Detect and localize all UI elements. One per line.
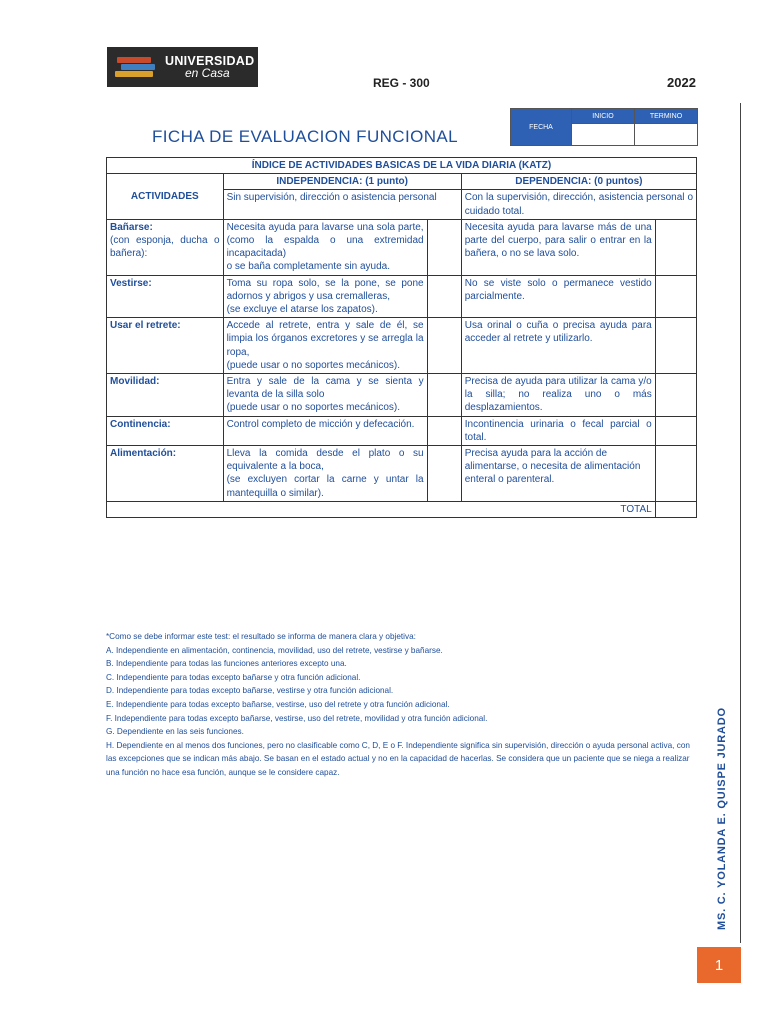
table-row	[107, 219, 697, 275]
activity-label: Vestirse:	[110, 277, 152, 289]
total-label: TOTAL	[107, 501, 656, 517]
author-side-label: MS. C. YOLANDA E. QUISPE JURADO	[716, 707, 728, 930]
dependent-score-field[interactable]	[655, 446, 696, 502]
activity-cell	[107, 318, 224, 374]
dependent-text: No se viste solo o permanece vestido parcialmente.	[464, 277, 652, 302]
activity-cell	[107, 275, 224, 318]
table-row	[107, 318, 697, 374]
note-line: H. Dependiente en al menos dos funciones, pero no clasificable como C, D, E o F. Independiente significa sin supervisión, dirección o ayuda personal activa, con las excepciones que se indican más abajo. Se basan en el estado actual y no en la capacidad de hacerlas. Se considera que un paciente que se niega a realizar una función no hace esa función, aunque se le considere capaz.	[106, 740, 690, 777]
independent-cell	[223, 275, 427, 318]
dependent-cell	[461, 374, 655, 417]
dependent-cell	[461, 275, 655, 318]
dependent-score-field[interactable]	[655, 219, 696, 275]
note-line: *Como se debe informar este test: el resultado se informa de manera clara y objetiva:	[106, 632, 416, 641]
dependent-text: Usa orinal o cuña o precisa ayuda para acceder al retrete y utilizarlo.	[464, 320, 652, 345]
independent-text: Accede al retrete, entra y sale de él, se limpia los órganos excretores y se arregla la ropa,	[226, 320, 424, 358]
katz-index-table	[106, 157, 697, 518]
activity-label: Usar el retrete:	[110, 320, 181, 332]
dependent-text: Precisa ayuda para la acción de alimentarse, o necesita de alimentación enteral o parenteral.	[464, 448, 641, 486]
independent-cell	[223, 374, 427, 417]
dependent-score-field[interactable]	[655, 416, 696, 445]
independent-score-field[interactable]	[427, 416, 461, 445]
independent-cell	[223, 219, 427, 275]
total-score-field[interactable]	[655, 501, 696, 517]
dependent-cell	[461, 219, 655, 275]
dependent-score-field[interactable]	[655, 374, 696, 417]
start-date-label: INICIO	[572, 109, 635, 124]
independent-score-field[interactable]	[427, 318, 461, 374]
reg-code: REG - 300	[373, 76, 430, 90]
independent-score-field[interactable]	[427, 219, 461, 275]
independent-text: Necesita ayuda para lavarse una sola parte, (como la espalda o una extremidad incapacitada)	[226, 221, 424, 260]
independent-score-field[interactable]	[427, 275, 461, 318]
independent-text: Toma su ropa solo, se la pone, se pone adornos y abrigos y usa cremalleras,	[226, 277, 424, 302]
university-logo	[107, 47, 258, 87]
independent-text: o se baña completamente sin ayuda.	[226, 261, 391, 273]
dependent-text: Precisa de ayuda para utilizar la cama y/o la silla; no realiza uno o más desplazamientos.	[464, 376, 652, 414]
total-row	[107, 501, 697, 517]
page-number-badge: 1	[697, 947, 741, 983]
independent-cell	[223, 318, 427, 374]
independent-text: (puede usar o no soportes mecánicos).	[226, 402, 401, 414]
note-line: E. Independiente para todas excepto bañarse, vestirse, uso del retrete y otra función adicional.	[106, 699, 450, 709]
independent-text: Entra y sale de la cama y se sienta y levanta de la silla solo	[226, 376, 424, 401]
note-line: F. Independiente para todas excepto bañarse, vestirse, uso del retrete, movilidad y otra función adicional.	[106, 713, 488, 723]
start-date-field[interactable]	[572, 124, 635, 146]
note-line: G. Dependiente en las seis funciones.	[106, 727, 244, 737]
dependent-cell	[461, 446, 655, 502]
dependence-description: Con la supervisión, dirección, asistencia personal o cuidado total.	[461, 190, 696, 219]
note-line: D. Independiente para todas excepto bañarse, vestirse y otra función adicional.	[106, 686, 394, 696]
note-line: B. Independiente para todas las funciones anteriores excepto una.	[106, 659, 347, 669]
table-row	[107, 446, 697, 502]
date-label: FECHA	[511, 109, 572, 146]
independent-text: (se excluye el atarse los zapatos).	[226, 304, 378, 316]
table-title: ÍNDICE DE ACTIVIDADES BASICAS DE LA VIDA DIARIA (KATZ)	[107, 158, 697, 174]
dependent-score-field[interactable]	[655, 318, 696, 374]
date-box	[510, 108, 698, 146]
independence-description: Sin supervisión, dirección o asistencia personal	[223, 190, 461, 219]
activity-label: Alimentación:	[110, 448, 177, 460]
activity-label: Bañarse:	[110, 221, 153, 233]
books-logo-icon	[115, 54, 161, 80]
dependent-score-field[interactable]	[655, 275, 696, 318]
dependent-text: Incontinencia urinaria o fecal parcial o total.	[464, 418, 652, 443]
dependent-cell	[461, 416, 655, 445]
dependent-cell	[461, 318, 655, 374]
note-line: A. Independiente en alimentación, continencia, movilidad, uso del retrete, vestirse y bañarse.	[106, 645, 443, 655]
independent-text: Control completo de micción y defecación.	[226, 418, 415, 430]
dependence-header: DEPENDENCIA: (0 puntos)	[461, 174, 696, 190]
activity-label: Continencia:	[110, 418, 171, 430]
activity-cell	[107, 374, 224, 417]
end-date-field[interactable]	[635, 124, 698, 146]
table-row	[107, 416, 697, 445]
activity-note: (con esponja, ducha o bañera):	[110, 235, 220, 260]
independent-text: Lleva la comida desde el plato o su equivalente a la boca,	[226, 448, 424, 473]
document-year: 2022	[667, 75, 696, 90]
activities-header: ACTIVIDADES	[107, 174, 224, 220]
table-row	[107, 374, 697, 417]
dependent-text: Necesita ayuda para lavarse más de una parte del cuerpo, para salir o entrar en la bañera, o no se lava solo.	[464, 221, 652, 260]
margin-divider	[740, 103, 741, 943]
activity-cell	[107, 416, 224, 445]
activity-cell	[107, 219, 224, 275]
logo-title: UNIVERSIDAD	[165, 53, 255, 68]
independence-header: INDEPENDENCIA: (1 punto)	[223, 174, 461, 190]
independent-score-field[interactable]	[427, 374, 461, 417]
note-line: C. Independiente para todas excepto bañarse y otra función adicional.	[106, 672, 361, 682]
end-date-label: TERMINO	[635, 109, 698, 124]
independent-text: (puede usar o no soportes mecánicos).	[226, 359, 401, 371]
activity-cell	[107, 446, 224, 502]
page-title: FICHA DE EVALUACION FUNCIONAL	[152, 127, 459, 146]
independent-text: (se excluyen cortar la carne y untar la mantequilla o similar).	[226, 474, 424, 499]
logo-subtitle: en Casa	[185, 66, 230, 81]
activity-label: Movilidad:	[110, 376, 160, 388]
independent-cell	[223, 416, 427, 445]
interpretation-notes	[106, 630, 694, 780]
table-row	[107, 275, 697, 318]
independent-cell	[223, 446, 427, 502]
independent-score-field[interactable]	[427, 446, 461, 502]
